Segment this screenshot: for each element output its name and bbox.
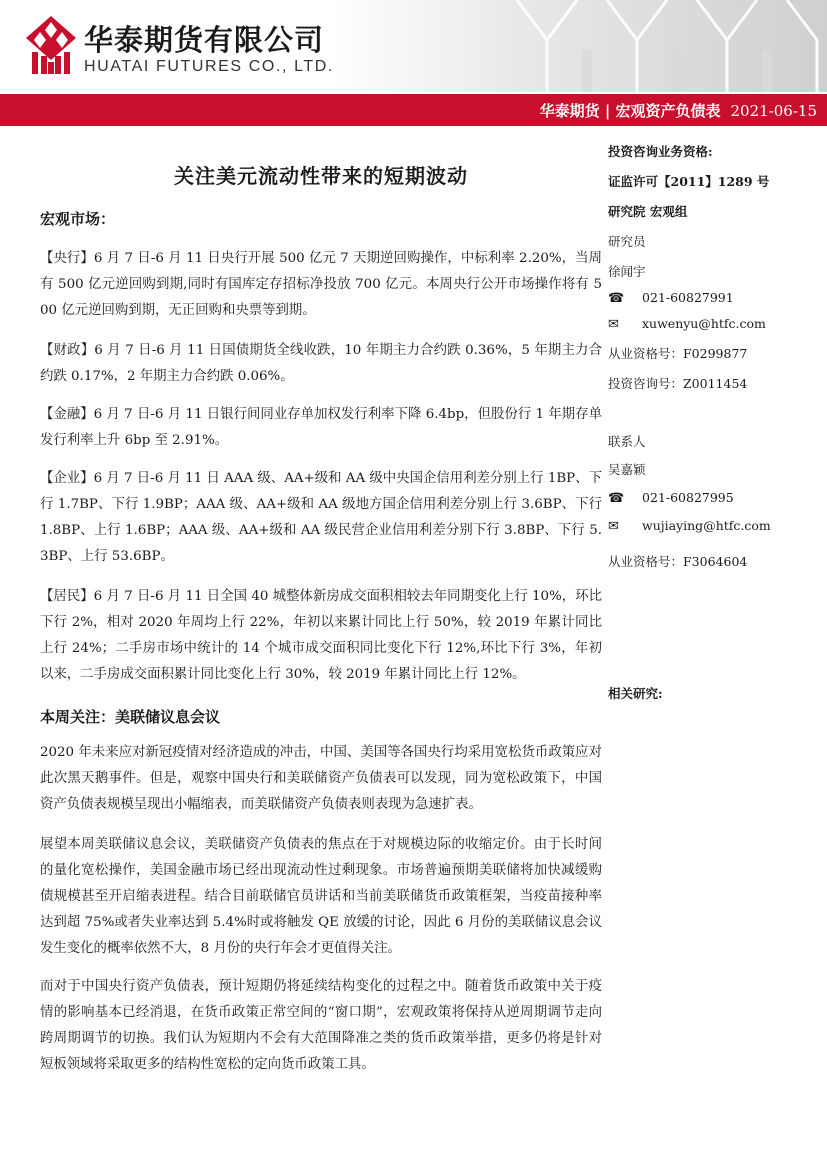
report-banner [0, 94, 827, 126]
license-number: 证监许可【2011】1289 号 [608, 174, 770, 189]
analyst-email[interactable]: xuwenyu@htfc.com [642, 316, 766, 331]
paragraph-focus-2: 展望本周美联储议息会议，美联储资产负债表的焦点在于对规模边际的收缩定价。由于长时间的量化宽松操作，美国金融市场已经出现流动性过剩现象。市场普遍预期美联储将加快减缓购债规模甚至开启缩表进程。结合目前联储官员讲话和当前美联储货币政策框架，当疫苗接种率达到超 75%或者失业率达到 5.4%时或将触发 QE 放缓的讨论，因此 6 月份的美联储议息会议发生变化的概率依然不大，8 月份的央行年会才更值得关注。 [40, 837, 602, 956]
header-band [0, 0, 827, 92]
contact-email-row [608, 518, 771, 534]
analyst-email-row [608, 316, 766, 332]
contact-phone-row [608, 490, 734, 506]
contact-phone: 021-60827995 [642, 490, 734, 505]
paragraph-household: 【居民】6 月 7 日-6 月 11 日全国 40 城整体新房成交面积相较去年同期变化上行 10%，环比下行 2%，相对 2020 年周均上行 22%，年初以来累计同比上行 50%，较 2019 年累计同比上行 24%；二手房市场中统计的 14 个城市成交面积同比变化下行 12%,环比下行 3%，年初以来，二手房成交面积累计同比变化上行 30%，较 2019 年累计同比上行 12%。 [40, 589, 602, 682]
company-logo-icon [26, 16, 76, 76]
email-icon: ✉ [608, 317, 619, 332]
paragraph-fiscal: 【财政】6 月 7 日-6 月 11 日国债期货全线收跌，10 年期主力合约跌 0.36%，5 年期主力合约跌 0.17%，2 年期主力合约跌 0.06%。 [40, 343, 602, 384]
analyst-role: 研究员 [608, 234, 646, 249]
qualification-label: 投资咨询业务资格: [608, 144, 713, 159]
contact-role: 联系人 [608, 434, 646, 449]
paragraph-finance: 【金融】6 月 7 日-6 月 11 日银行间同业存单加权发行利率下降 6.4bp，但股份行 1 年期存单发行利率上升 6bp 至 2.91%。 [40, 407, 602, 448]
report-meta [540, 100, 817, 121]
report-date: 2021-06-15 [730, 102, 817, 120]
paragraph-focus-1: 2020 年未来应对新冠疫情对经济造成的冲击，中国、美国等各国央行均采用宽松货币政策应对此次黑天鹅事件。但是，观察中国央行和美联储资产负债表可以发现，同为宽松政策下，中国资产负债表规模呈现出小幅缩表，而美联储资产负债表则表现为急速扩表。 [40, 745, 602, 812]
contact-cert: 从业资格号：F3064604 [608, 554, 748, 569]
macro-heading: 宏观市场： [40, 210, 116, 228]
analyst-phone: 021-60827991 [642, 290, 734, 305]
paragraph-enterprise: 【企业】6 月 7 日-6 月 11 日 AAA 级、AA+级和 AA 级中央国企信用利差分别上行 1BP、下行 1.7BP、下行 1.9BP；AAA 级、AA+级和 AA 级地方国企信用利差分别上行 3.6BP、下行 1.8BP、上行 1.6BP；AAA 级、AA+级和 AA 级民营企业信用利差分别下行 3.8BP、下行 5.3BP、上行 53.6BP。 [40, 471, 602, 564]
paragraph-focus-3: 而对于中国央行资产负债表，预计短期仍将延续结构变化的过程之中。随着货币政策中关于疫情的影响基本已经消退，在货币政策正常空间的“窗口期”，宏观政策将保持从逆周期调节走向跨周期调节的切换。我们认为短期内不会有大范围降准之类的货币政策举措，更多仍将是针对短板领域将采取更多的结构性宽松的定向货币政策工具。 [40, 979, 602, 1072]
analyst-phone-row [608, 290, 734, 306]
company-name-cn: 华泰期货有限公司 [84, 23, 325, 57]
header-decoration [487, 0, 827, 92]
analyst-invest-number: 投资咨询号：Z0011454 [608, 376, 748, 391]
phone-icon: ☎ [608, 291, 625, 306]
focus-heading: 本周关注：美联储议息会议 [40, 708, 221, 726]
report-title: 关注美元流动性带来的短期波动 [174, 164, 468, 188]
research-dept: 研究院 宏观组 [608, 204, 688, 219]
paragraph-central-bank: 【央行】6 月 7 日-6 月 11 日央行开展 500 亿元 7 天期逆回购操作，中标利率 2.20%，当周有 500 亿元逆回购到期,同时有国库定存招标净投放 700 亿元。本周央行公开市场操作将有 500 亿元逆回购到期，无正回购和央票等到期。 [40, 251, 602, 318]
report-series: 华泰期货 | 宏观资产负债表 [539, 102, 721, 120]
phone-icon: ☎ [608, 491, 625, 506]
related-research-label: 相关研究: [608, 686, 663, 701]
contact-email[interactable]: wujiaying@htfc.com [642, 518, 771, 533]
company-name-en: HUATAI FUTURES CO., LTD. [84, 58, 334, 75]
contact-name: 吴嘉颖 [608, 462, 646, 477]
analyst-name: 徐闻宇 [608, 264, 646, 279]
email-icon: ✉ [608, 519, 619, 534]
analyst-cert: 从业资格号：F0299877 [608, 346, 748, 361]
